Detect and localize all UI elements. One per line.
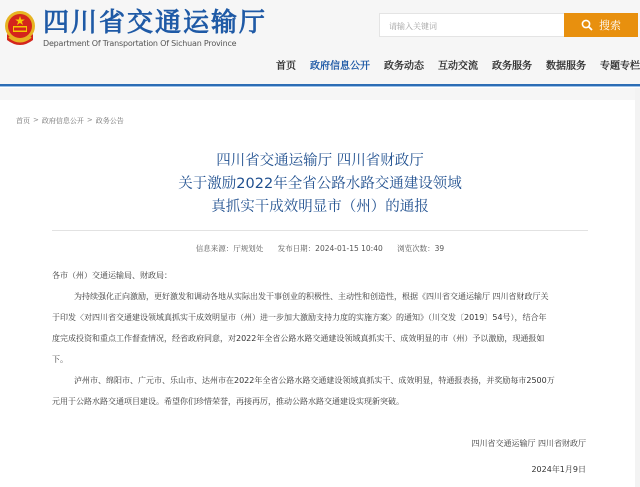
breadcrumb-announcements[interactable]: 政务公告 xyxy=(95,117,124,125)
breadcrumb-separator: > xyxy=(86,116,93,124)
title-line: 四川省交通运输厅 四川省财政厅 xyxy=(216,153,424,169)
meta-views xyxy=(397,244,444,253)
main-nav xyxy=(276,57,640,72)
nav-item-interaction[interactable]: 互动交流 xyxy=(438,61,478,72)
search-input[interactable] xyxy=(380,16,564,38)
search-button-label: 搜索 xyxy=(599,19,621,32)
page-scrollbar[interactable] xyxy=(635,88,640,487)
meta-source-label: 信息来源： xyxy=(195,244,234,253)
nav-item-gov-services[interactable]: 政务服务 xyxy=(492,61,532,72)
header-divider xyxy=(0,84,640,87)
title-line: 真抓实干成效明显市（州）的通报 xyxy=(211,199,429,215)
breadcrumb-gov-info[interactable]: 政府信息公开 xyxy=(41,117,84,125)
meta-date-value: 2024-01-15 10:40 xyxy=(315,244,383,253)
salutation: 各市（州）交通运输局、财政局： xyxy=(52,271,172,280)
paragraph-line: 于印发〈对四川省交通建设领域真抓实干成效明显市（州）进一步加大激励支持力度的实施方案〉的通知》（川交发〔2019〕54号），结合年 xyxy=(52,313,547,322)
paragraph-line: 下。 xyxy=(52,355,68,364)
meta-date-label: 发布日期： xyxy=(277,244,316,253)
meta-views-value: 39 xyxy=(434,244,445,253)
site-subtitle: Department Of Transportation Of Sichuan Province xyxy=(43,39,237,48)
article-title xyxy=(0,150,640,219)
meta-date xyxy=(278,244,383,253)
sub-band xyxy=(0,88,640,100)
breadcrumb-home[interactable]: 首页 xyxy=(16,117,30,125)
meta-source xyxy=(196,244,264,253)
paragraph-line: 泸州市、绵阳市、广元市、乐山市、达州市在2022年全省公路水路交通建设领域真抓实干、成效明显，特通报表扬，并奖励每市2500万 xyxy=(74,376,555,385)
paragraph-line: 元用于公路水路交通项目建设。希望你们珍惜荣誉，再接再厉，推动公路水路交通建设实现新突破。 xyxy=(52,397,404,406)
meta-views-label: 浏览次数： xyxy=(397,244,435,253)
nav-item-gov-news[interactable]: 政务动态 xyxy=(384,61,424,72)
title-line: 关于激励2022年全省公路水路交通建设领域 xyxy=(178,176,462,192)
breadcrumb xyxy=(16,116,124,126)
article-body xyxy=(52,265,592,412)
nav-item-home[interactable]: 首页 xyxy=(276,61,296,72)
paragraph-line: 为持续强化正向激励，更好激发和调动各地从实际出发干事创业的积极性、主动性和创造性，根据《四川省交通运输厅 四川省财政厅关 xyxy=(74,292,549,301)
title-divider xyxy=(52,230,588,231)
nav-item-special-topics[interactable]: 专题专栏 xyxy=(600,61,640,72)
signature: 四川省交通运输厅 四川省财政厅 xyxy=(471,439,586,448)
search-box xyxy=(379,13,565,37)
sign-date: 2024年1月9日 xyxy=(531,465,586,474)
national-emblem-icon xyxy=(3,10,37,48)
nav-item-gov-info[interactable]: 政府信息公开 xyxy=(310,61,370,72)
site-header xyxy=(0,0,640,84)
meta-source-value: 厅规划处 xyxy=(233,244,264,253)
paragraph-line: 度完成投资和重点工作督查情况，经省政府同意，对2022年全省公路水路交通建设领域真抓实干、成效明显的市（州）予以激励，现通报如 xyxy=(52,334,545,343)
site-title[interactable]: 四川省交通运输厅 xyxy=(43,8,268,38)
article-meta xyxy=(0,243,640,254)
search-button[interactable] xyxy=(564,13,638,37)
nav-item-data-services[interactable]: 数据服务 xyxy=(546,61,586,72)
search-icon xyxy=(581,19,593,31)
breadcrumb-separator: > xyxy=(33,116,39,124)
